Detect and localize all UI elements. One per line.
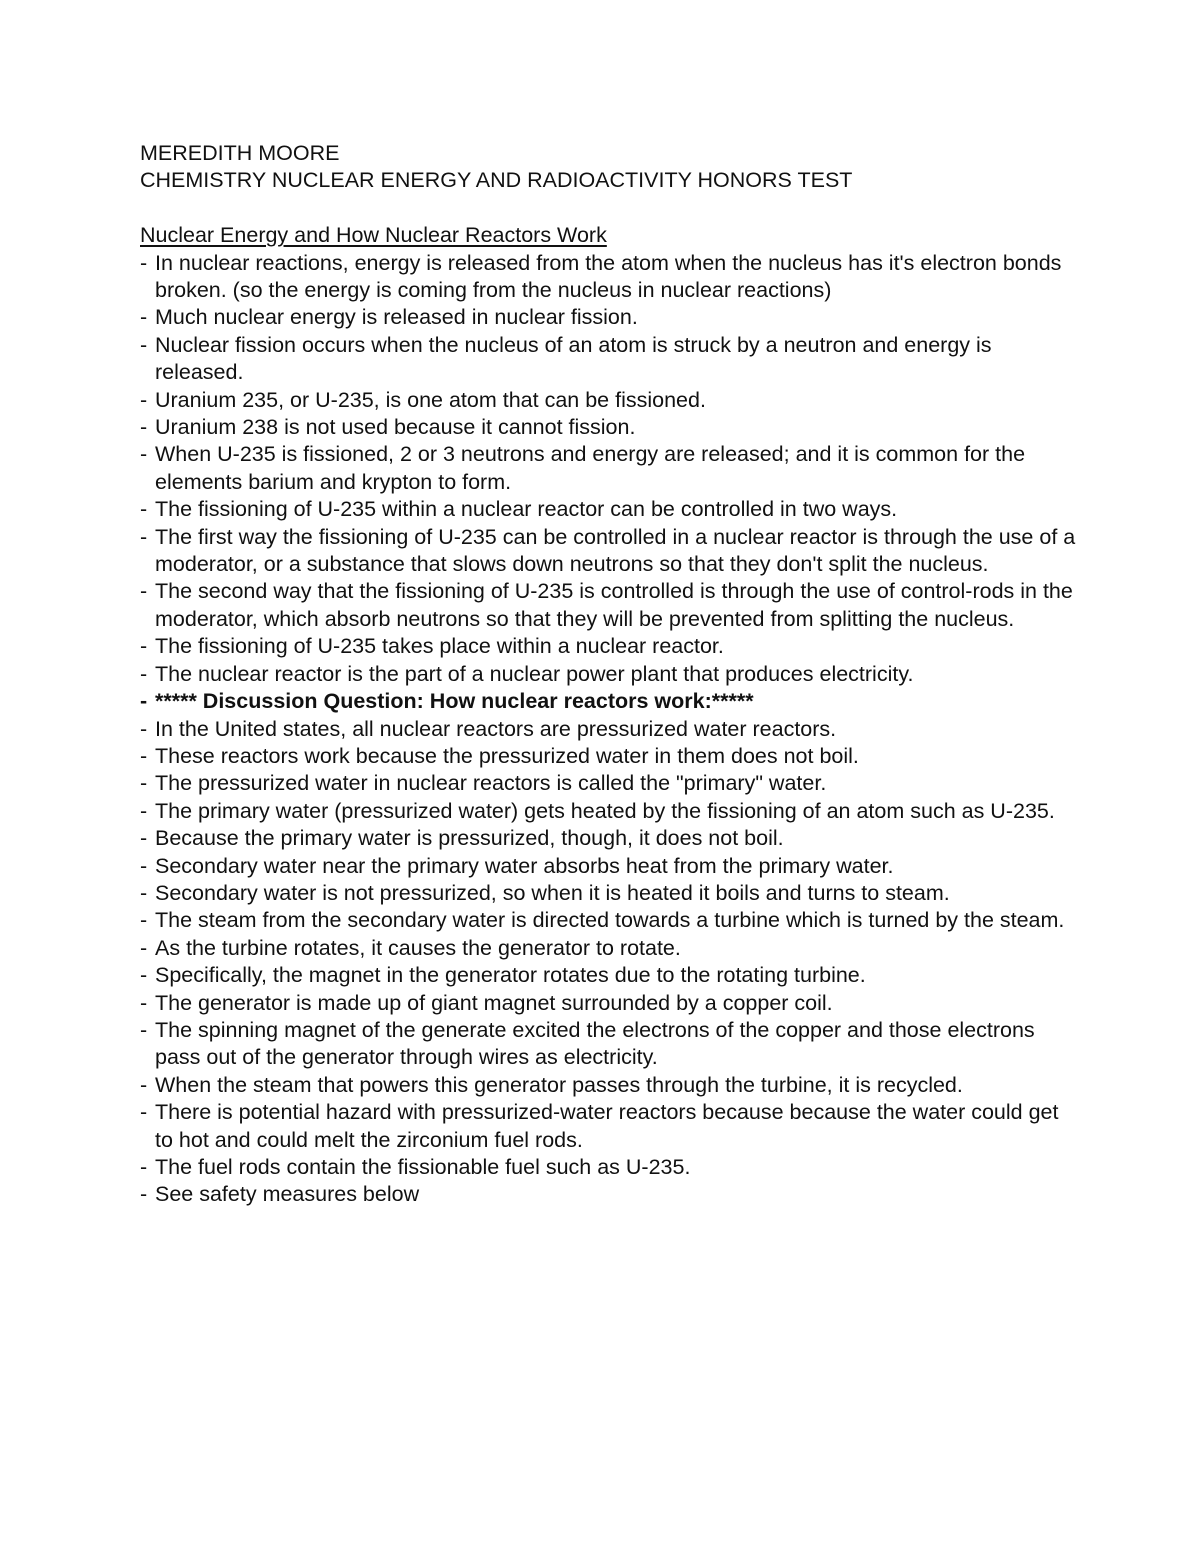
- bullet-item: [140, 1099, 1080, 1154]
- bullet-text: The nuclear reactor is the part of a nuclear power plant that produces electricity.: [155, 661, 914, 686]
- bullet-dash: -: [140, 689, 148, 714]
- bullet-dash: -: [140, 1182, 148, 1207]
- bullet-item: [140, 990, 1080, 1017]
- bullet-text: In the United states, all nuclear reactors are pressurized water reactors.: [155, 716, 837, 741]
- bullet-dash: -: [140, 990, 148, 1015]
- bullet-dash: -: [140, 524, 148, 549]
- bullet-text: Uranium 238 is not used because it cannot fission.: [155, 415, 636, 440]
- bullet-dash: -: [140, 661, 148, 686]
- bullet-item: [140, 414, 1080, 441]
- bullet-item: [140, 441, 1080, 496]
- bullet-item: [140, 661, 1080, 688]
- document-page: [140, 140, 1080, 1209]
- bullet-item: [140, 880, 1080, 907]
- bullet-item: [140, 524, 1080, 579]
- bullet-text: The generator is made up of giant magnet surrounded by a copper coil.: [155, 990, 833, 1015]
- bullet-dash: -: [140, 305, 148, 330]
- bullet-dash: -: [140, 880, 148, 905]
- bullet-item: [140, 1017, 1080, 1072]
- author-name: MEREDITH MOORE: [140, 141, 340, 165]
- bullet-text: The pressurized water in nuclear reactors is called the "primary" water.: [155, 771, 827, 796]
- bullet-item: [140, 798, 1080, 825]
- bullet-dash: -: [140, 908, 148, 933]
- bullet-text: Uranium 235, or U-235, is one atom that can be fissioned.: [155, 387, 706, 412]
- bullet-text: See safety measures below: [155, 1182, 420, 1207]
- bullet-dash: -: [140, 250, 148, 275]
- bullet-text: Much nuclear energy is released in nuclear fission.: [155, 305, 638, 330]
- bullet-text: Secondary water near the primary water absorbs heat from the primary water.: [155, 853, 894, 878]
- bullet-item: [140, 578, 1080, 633]
- bullet-text: Secondary water is not pressurized, so when it is heated it boils and turns to steam.: [155, 880, 950, 905]
- bullet-item: [140, 304, 1080, 331]
- section-heading: Nuclear Energy and How Nuclear Reactors Work: [140, 223, 607, 248]
- bullet-item: [140, 387, 1080, 414]
- bullet-item: [140, 743, 1080, 770]
- bullet-dash: -: [140, 743, 148, 768]
- bullet-dash: -: [140, 1155, 148, 1180]
- bullet-text: The second way that the fissioning of U-235 is controlled is through the use of control-rods in the moderator, which absorb neutrons so that they will be prevented from splitting the nucleus.: [155, 579, 1073, 631]
- bullet-item: [140, 770, 1080, 797]
- bullet-item: [140, 907, 1080, 934]
- bullet-dash: -: [140, 935, 148, 960]
- bullet-dash: -: [140, 415, 148, 440]
- bullet-text: Specifically, the magnet in the generator rotates due to the rotating turbine.: [155, 963, 866, 988]
- bullet-dash: -: [140, 963, 148, 988]
- bullet-text: The fuel rods contain the fissionable fuel such as U-235.: [155, 1155, 691, 1180]
- bullet-text: The fissioning of U-235 takes place within a nuclear reactor.: [155, 634, 724, 659]
- bullet-dash: -: [140, 1100, 148, 1125]
- bullet-text: The spinning magnet of the generate excited the electrons of the copper and those electrons pass out of the generator through wires as electricity.: [155, 1017, 1035, 1070]
- bullet-dash: -: [140, 771, 148, 796]
- bullet-dash: -: [140, 798, 148, 823]
- bullet-item: [140, 633, 1080, 660]
- bullet-text: The steam from the secondary water is directed towards a turbine which is turned by the steam.: [155, 908, 1065, 933]
- bullet-text: These reactors work because the pressurized water in them does not boil.: [155, 743, 859, 768]
- bullet-dash: -: [140, 332, 148, 357]
- bullet-dash: -: [140, 634, 148, 659]
- bullet-text: Because the primary water is pressurized, though, it does not boil.: [155, 826, 784, 851]
- bullet-dash: -: [140, 853, 148, 878]
- document-title: CHEMISTRY NUCLEAR ENERGY AND RADIOACTIVITY HONORS TEST: [140, 168, 853, 193]
- bullet-dash: -: [140, 1017, 148, 1042]
- bullet-item: [140, 250, 1080, 305]
- bullet-dash: -: [140, 716, 148, 741]
- bullet-item: [140, 496, 1080, 523]
- bullet-dash: -: [140, 826, 148, 851]
- bullet-text: When the steam that powers this generator passes through the turbine, it is recycled.: [155, 1072, 963, 1097]
- bullet-item: [140, 825, 1080, 852]
- bullet-text: The primary water (pressurized water) gets heated by the fissioning of an atom such as U-235.: [155, 798, 1055, 823]
- bullet-dash: -: [140, 1072, 148, 1097]
- bullet-item: [140, 1181, 1080, 1208]
- bullet-item: [140, 716, 1080, 743]
- discussion-question: [140, 688, 1080, 715]
- bullet-text: In nuclear reactions, energy is released from the atom when the nucleus has it's electron bonds broken. (so the energy is coming from the nucleus in nuclear reactions): [155, 250, 1062, 303]
- bullet-item: [140, 1154, 1080, 1181]
- bullet-item: [140, 962, 1080, 989]
- bullet-dash: -: [140, 442, 148, 467]
- bullet-item: [140, 332, 1080, 387]
- bullet-text: There is potential hazard with pressurized-water reactors because because the water could get to hot and could melt the zirconium fuel rods.: [155, 1100, 1059, 1152]
- bullet-text: Nuclear fission occurs when the nucleus of an atom is struck by a neutron and energy is released.: [155, 332, 992, 385]
- bullet-item: [140, 1072, 1080, 1099]
- bullet-text: ***** Discussion Question: How nuclear reactors work:*****: [155, 689, 754, 714]
- bullet-item: [140, 853, 1080, 880]
- bullet-text: The first way the fissioning of U-235 can be controlled in a nuclear reactor is through the use of a moderator, or a substance that slows down neutrons so that they don't split the nucleus.: [155, 524, 1076, 577]
- bullet-text: When U-235 is fissioned, 2 or 3 neutrons and energy are released; and it is common for the elements barium and krypton to form.: [155, 442, 1026, 494]
- bullet-item: [140, 935, 1080, 962]
- blank-line: [140, 195, 1080, 222]
- bullet-text: The fissioning of U-235 within a nuclear reactor can be controlled in two ways.: [155, 497, 898, 522]
- bullet-dash: -: [140, 497, 148, 522]
- bullet-text: As the turbine rotates, it causes the generator to rotate.: [155, 935, 681, 960]
- bullet-dash: -: [140, 387, 148, 412]
- bullet-dash: -: [140, 579, 148, 604]
